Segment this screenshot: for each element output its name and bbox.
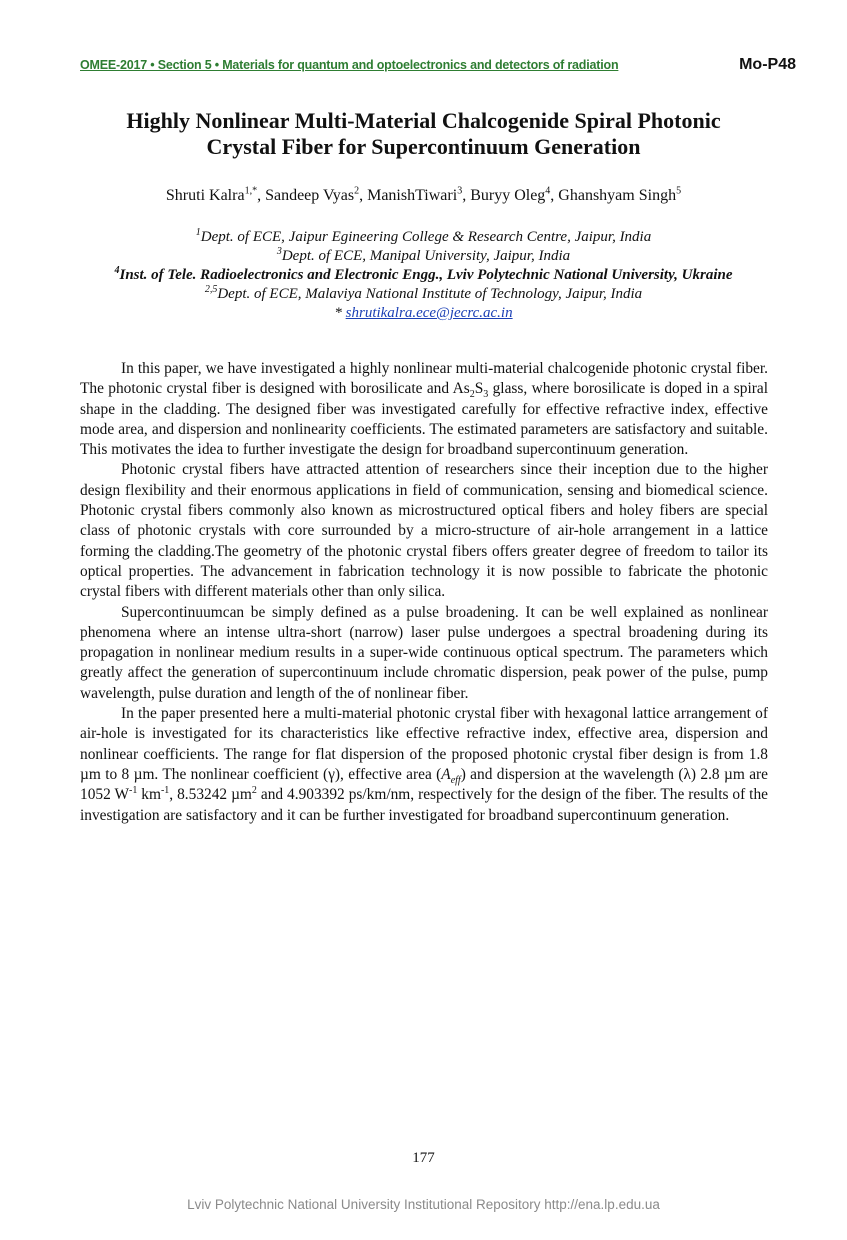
author-name: Buryy Oleg [470,187,546,204]
author-name: Shruti Kalra [165,187,245,204]
corresponding-email-line [60,304,787,323]
subscript: 3 [483,389,489,401]
conference-section-header: OMEE-2017 • Section 5 • Materials for quantum and optoelectronics and detectors of radiation [80,58,619,72]
text-run: ) and dispersion at the wavelength (λ) 2.8 µm are 1052 W [80,765,768,804]
paper-title [60,108,787,160]
title-line-1: Highly Nonlinear Multi-Material Chalcogenide Spiral Photonic [126,108,721,133]
author-separator: , [462,187,471,204]
affiliation-text: Inst. of Tele. Radioelectronics and Electronic Engg., Lviv Polytechnic National University, Ukraine [119,267,733,283]
affiliation-4 [60,266,787,285]
author-name: Sandeep Vyas [265,187,355,204]
italic-symbol: A [441,765,451,783]
affiliation-1 [60,228,787,247]
paragraph-3: Supercontinuumcan be simply defined as a pulse broadening. It can be well explained as nonlinear phenomena where an intense ultra-short (narrow) laser pulse undergoes a spectral broadening during its propagation in nonlinear medium results in a super-wide continuous optical spectrum. The parameters which greatly affect the generation of supercontinuum include chromatic dispersion, peak power of the pulse, pump wavelength, pulse duration and length of the of nonlinear fiber. [80,603,768,702]
text-run: km [137,786,161,804]
page-number: 177 [412,1150,435,1166]
affiliation-mark: 2,5 [204,284,218,295]
paragraph-4 [80,704,768,826]
text-run: In the paper presented here a multi-material photonic crystal fiber with hexagonal lattice arrangement of air-hole is investigated for its characteristics like effective refractive index, effective area, dispersion and nonlinear coefficients. The range for flat dispersion of the proposed photonic crystal fiber design is from 1.8 µm to 8 µm. The nonlinear coefficient (γ), effective area ( [80,705,768,783]
author-list [60,185,787,207]
author-separator: , [359,187,368,204]
author-affil-mark: 1,* [244,185,258,197]
corresponding-mark: * [334,305,346,321]
author-affil-mark: 3 [457,185,463,197]
abstract-body [80,359,768,826]
author-separator: , [257,187,266,204]
text-run: and 4.903392 ps/km/nm, respectively for the design of the fiber. The results of the investigation are satisfactory and it can be further investigated for broadband supercontinuum generation. [80,786,768,824]
repository-footer: Lviv Polytechnic National University Institutional Repository http://ena.lp.edu.ua [187,1197,660,1212]
superscript: -1 [128,785,138,797]
affiliation-mark: 3 [276,246,282,257]
author-affil-mark: 4 [545,185,551,197]
affiliation-text: Dept. of ECE, Jaipur Egineering College & Research Centre, Jaipur, India [200,229,652,245]
author-name: Ghanshyam Singh [558,187,677,204]
paper-code: Mo-P48 [739,56,796,73]
running-header [80,56,796,74]
text-run: S [474,380,484,398]
affiliation-text: Dept. of ECE, Malaviya National Institute of Technology, Jaipur, India [217,286,643,302]
text-run: , 8.53242 µm [169,786,252,804]
paragraph-1 [80,359,768,460]
paragraph-2: Photonic crystal fibers have attracted attention of researchers since their inception due to the higher design flexibility and their enormous applications in field of communication, sensing and biomedical science. Photonic crystal fibers commonly also known as microstructured optical fibers and holey fibers are special class of photonic crystals with core surrounded by a micro-structure of air-hole arrangement in a lattice forming the cladding.The geometry of the photonic crystal fibers offers greater degree of freedom to tailor its optical properties. The advancement in fabrication technology it is now possible to fabricate the photonic crystal fibers with different materials other than only silica. [80,461,768,601]
superscript: 2 [251,785,257,797]
text-run: glass, where borosilicate is doped in a spiral shape in the cladding. The designed fiber was investigated carefully for effective refractive index, effective mode area, and dispersion and nonlinearity coefficients. The estimated parameters are satisfactory and suitable. This motivates the idea to further investigate the design for broadband supercontinuum generation. [80,380,768,459]
subscript: eff [450,775,461,787]
affiliation-mark: 4 [114,265,120,276]
author-separator: , [550,187,559,204]
affiliation-3 [60,247,787,266]
affiliation-2-5 [60,285,787,304]
author-name: ManishTiwari [367,187,458,204]
email-link[interactable]: shrutikalra.ece@jecrc.ac.in [345,305,513,321]
affiliation-mark: 1 [195,227,201,238]
affiliation-text: Dept. of ECE, Manipal University, Jaipur, India [281,248,571,264]
subscript: 2 [469,389,475,401]
text-run: In this paper, we have investigated a highly nonlinear multi-material chalcogenide photonic crystal fiber. The photonic crystal fiber is designed with borosilicate and As [80,360,768,398]
author-affil-mark: 5 [676,185,682,197]
title-line-2: Crystal Fiber for Supercontinuum Generation [206,134,641,159]
superscript: -1 [160,785,170,797]
affiliation-list [60,228,787,323]
author-affil-mark: 2 [354,185,360,197]
